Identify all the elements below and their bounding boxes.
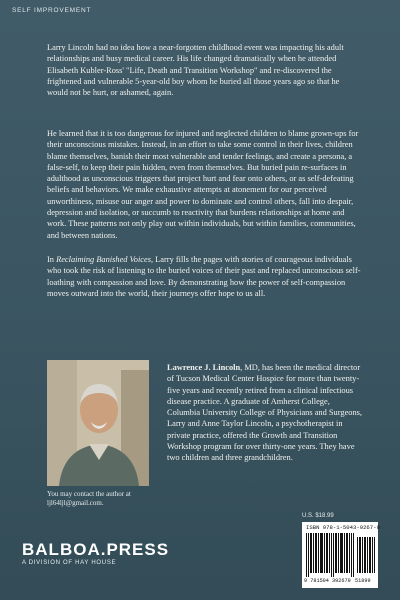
author-contact	[47, 490, 157, 508]
author-portrait-image	[47, 360, 149, 486]
author-photo	[47, 360, 149, 486]
category-label: SELF IMPROVEMENT	[12, 7, 92, 14]
isbn-label: ISBN 978-1-5043-9267-9	[306, 524, 380, 531]
barcode-addon: 51899	[355, 578, 371, 584]
barcode-icon	[304, 533, 376, 577]
book-title: Reclaiming Banished Voices	[56, 255, 151, 264]
contact-email: ljl64ljl@gmail.com.	[47, 499, 104, 507]
publisher-subtitle: A DIVISION OF HAY HOUSE	[22, 560, 117, 566]
author-name: Lawrence J. Lincoln	[167, 363, 241, 372]
price-label: U.S. $18.99	[302, 513, 334, 519]
publisher-logo: BALBOA.PRESS	[22, 540, 170, 559]
barcode-number	[304, 578, 376, 584]
barcode-digits: 9 781504 392679	[304, 578, 351, 584]
blurb-paragraph-3	[47, 254, 361, 299]
blurb-paragraph-1: Larry Lincoln had no idea how a near-forgotten childhood event was impacting his adult relationships and busy medical career. His life changed dramatically when he attended Elisabeth Kubler-Ross' "Life, Death and Transition Workshop" and re-discovered the frightened and vulnerable 5-year-old boy whom he buried all those years ago so that he would not be hurt, or ashamed, again.	[47, 43, 344, 98]
p3-rest: , Larry fills the pages with stories of courageous individuals who took the risk of listening to the buried voices of their past and replaced unconscious self-loathing with compassion and love. By demonstrating how the power of self-compassion moves outward into the world, their journeys offer hope to us all.	[47, 255, 361, 298]
author-bio-text: , MD, has been the medical director of Tucson Medical Center Hospice for more than twenty-five years and recently retired from a clinical infectious disease practice. A graduate of Amherst College, Columbia University College of Physicians and Surgeons, Larry and Anne Taylor Lincoln, a psychotherapist in private practice, offered the Growth and Transition Workshop program for over thirty-one years. They have two children and three grandchildren.	[167, 363, 363, 463]
author-bio	[167, 362, 363, 464]
blurb-paragraph-2: He learned that it is too dangerous for injured and neglected children to blame grown-ups for their unconscious mistakes. Instead, in an effort to take some control in their lives, children blame themselves, banish their most vulnerable and tender feelings, and create a persona, a false-self, to keep their pain hidden, even from themselves. But buried pain re-surfaces in adulthood as unconscious triggers that project hurt and fear onto others, or as self-defeating beliefs and behaviors. We make exhaustive attempts at atonement for our perceived unworthiness, misuse our anger and power to dominate and control others, fall into despair, depression and isolation, or succumb to reactivity that burdens relationships at home and work. These patterns not only play out within individuals, but within families, communities, and between nations.	[47, 129, 359, 240]
contact-line-1: You may contact the author at	[47, 490, 131, 498]
p3-prefix: In	[47, 255, 57, 264]
barcode-area	[302, 522, 378, 588]
